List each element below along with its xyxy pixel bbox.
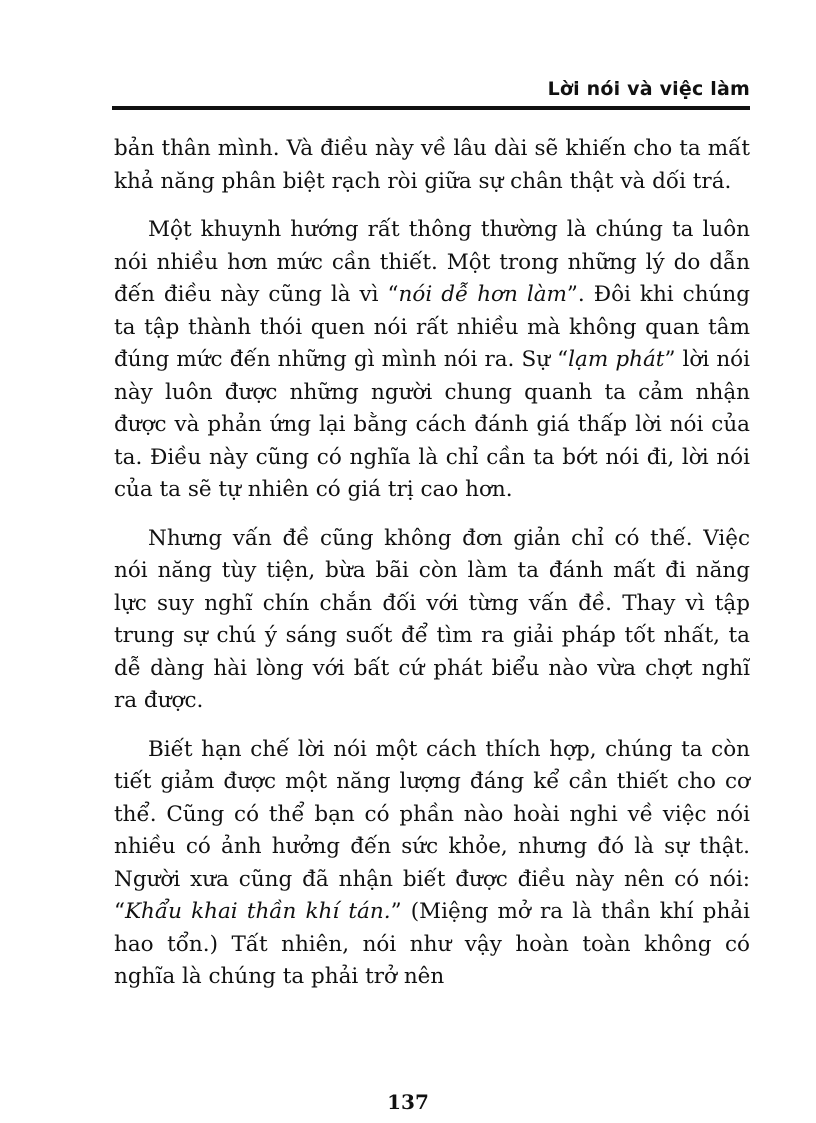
paragraph-text: Một khuynh hướng rất thông thường là chúng ta luôn nói nhiều hơn mức cần thiết. Một trong những lý do dẫn đến điều này cũng là vì “ [114,217,750,307]
paragraph-text: ”. Đôi khi chúng ta tập thành thói quen nói rất nhiều mà không quan tâm đúng mức đến những gì mình nói ra. Sự “ [114,282,751,372]
paragraph-1 [114,133,750,198]
italic-phrase: Khẩu khai thần khí tán. [125,899,391,924]
paragraph-text: ” (Miệng mở ra là thần khí phải hao tổn.) Tất nhiên, nói như vậy hoàn toàn không có nghĩa là chúng ta phải trở nên [114,899,750,989]
italic-phrase: lạm phát [568,347,665,372]
paragraph-text: Nhưng vấn đề cũng không đơn giản chỉ có thế. Việc nói năng tùy tiện, bừa bãi còn làm ta đánh mất đi năng lực suy nghĩ chín chắn đối với từng vấn đề. Thay vì tập trung sự chú ý sáng suốt để tìm ra giải pháp tốt nhất, ta dễ dàng hài lòng với bất cứ phát biểu nào vừa chợt nghĩ ra được. [114,525,750,713]
paragraph-3 [114,523,750,718]
running-header-title: Lời nói và việc làm [547,78,750,100]
italic-phrase: nói dễ hơn làm [398,282,567,307]
running-header [112,76,750,108]
header-rule [112,106,750,110]
paragraph-2 [114,214,750,507]
page-number: 137 [387,1090,429,1114]
paragraph-text: ” lời nói này luôn được những người chung quanh ta cảm nhận được và phản ứng lại bằng cách đánh giá thấp lời nói của ta. Điều này cũng có nghĩa là chỉ cần ta bớt nói đi, lời nói của ta sẽ tự nhiên có giá trị cao hơn. [114,347,750,502]
paragraph-text: Biết hạn chế lời nói một cách thích hợp, chúng ta còn tiết giảm được một năng lượng đáng kể cần thiết cho cơ thể. Cũng có thể bạn có phần nào hoài nghi về việc nói nhiều có ảnh hưởng đến sức khỏe, nhưng đó là sự thật. Người xưa cũng đã nhận biết được điều này nên có nói: “ [114,736,750,924]
paragraph-4 [114,734,750,994]
body-text [114,133,750,1010]
paragraph-text: bản thân mình. Và điều này về lâu dài sẽ khiến cho ta mất khả năng phân biệt rạch ròi giữa sự chân thật và dối trá. [114,136,750,194]
